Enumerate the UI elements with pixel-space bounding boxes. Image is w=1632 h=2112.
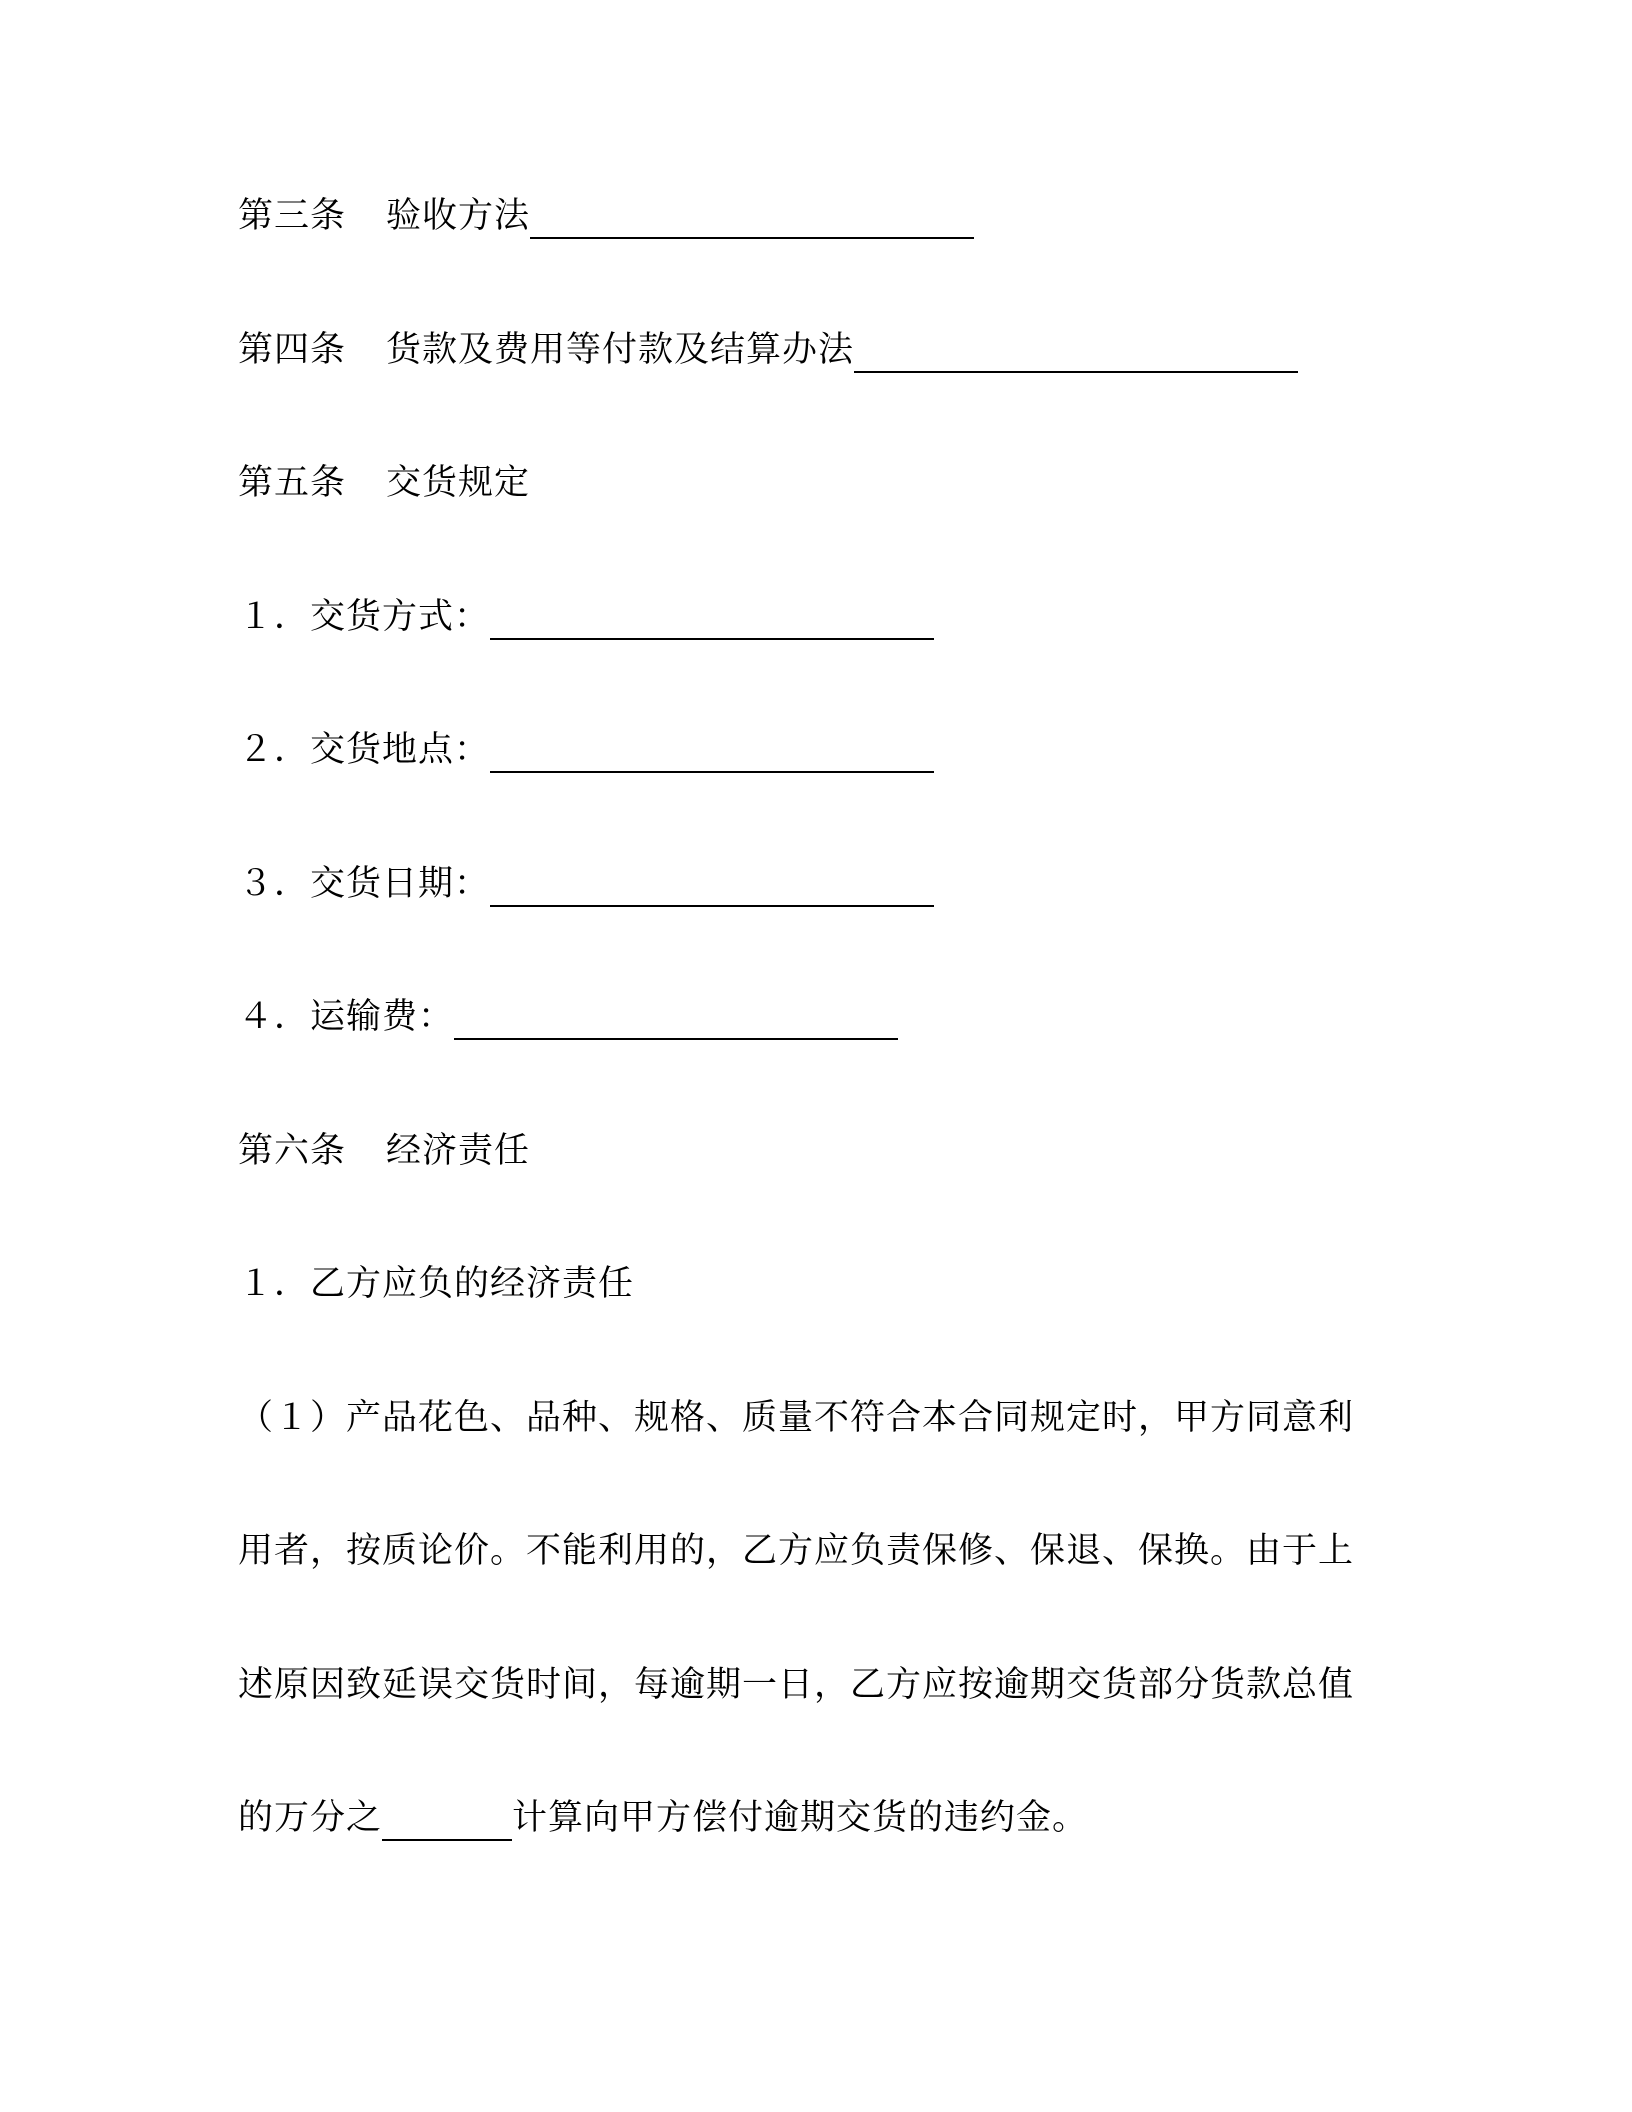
clause-1-line-4-start: 的万分之 (238, 1798, 383, 1838)
delivery-method-blank[interactable] (490, 637, 934, 640)
seller-liability-label: １．乙方应负的经济责任 (238, 1264, 635, 1304)
article-5-heading (238, 453, 530, 513)
delivery-method-label: １．交货方式： (238, 597, 491, 637)
penalty-rate-blank[interactable] (382, 1838, 512, 1841)
clause-1-line-3: 述原因致延误交货时间，每逾期一日，乙方应按逾期交货部分货款总值 (238, 1665, 1355, 1705)
delivery-date-label: ３．交货日期： (238, 864, 491, 904)
clause-1-line-1: （１）产品花色、品种、规格、质量不符合本合同规定时，甲方同意利 (238, 1398, 1355, 1438)
article-6-number: 第六条 (238, 1131, 347, 1171)
delivery-place-line (238, 720, 934, 780)
freight-label: ４．运输费： (238, 997, 455, 1037)
article-3-blank[interactable] (530, 236, 974, 239)
article-6-heading (238, 1121, 530, 1181)
delivery-date-line (238, 854, 934, 914)
clause-1-line-4 (238, 1788, 1088, 1848)
article-5-title: 交货规定 (386, 463, 531, 503)
freight-blank[interactable] (454, 1037, 898, 1040)
article-4-title: 货款及费用等付款及结算办法 (386, 330, 855, 370)
clause-1-line-4-end: 计算向甲方偿付逾期交货的违约金。 (512, 1798, 1089, 1838)
article-4-blank[interactable] (854, 370, 1298, 373)
delivery-method-line (238, 587, 934, 647)
article-3-heading (238, 186, 974, 246)
freight-line (238, 987, 898, 1047)
delivery-date-blank[interactable] (490, 904, 934, 907)
delivery-place-blank[interactable] (490, 770, 934, 773)
article-6-title: 经济责任 (386, 1131, 531, 1171)
article-3-number: 第三条 (238, 196, 347, 236)
delivery-place-label: ２．交货地点： (238, 730, 491, 770)
seller-liability-heading (238, 1254, 634, 1314)
article-5-number: 第五条 (238, 463, 347, 503)
article-4-number: 第四条 (238, 330, 347, 370)
clause-1-line-2: 用者，按质论价。不能利用的，乙方应负责保修、保退、保换。由于上 (238, 1531, 1355, 1571)
article-3-title: 验收方法 (386, 196, 531, 236)
article-4-heading (238, 320, 1298, 380)
